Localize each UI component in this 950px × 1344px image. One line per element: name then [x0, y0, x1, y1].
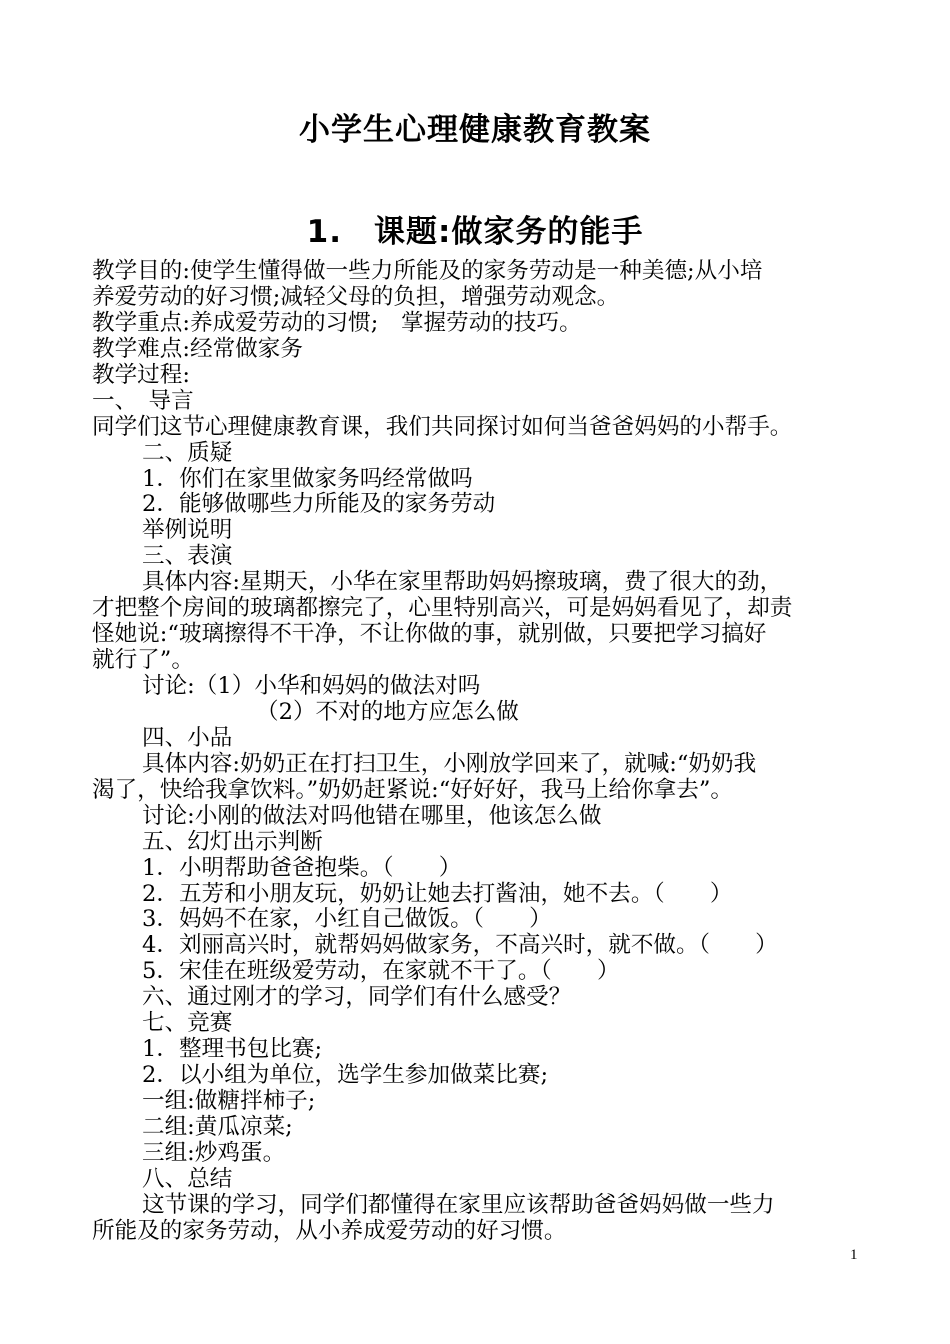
lesson-title: 1. 课题:做家务的能手: [306, 214, 644, 250]
key-point-line: 教学重点:养成爱劳动的习惯; 掌握劳动的技巧。: [92, 309, 582, 336]
example-note: 举例说明: [142, 517, 233, 544]
group-three-line: 三组:炒鸡蛋。: [142, 1139, 286, 1166]
performance-discussion-1: 讨论:（1）小华和妈妈的做法对吗: [142, 673, 481, 699]
objective-line-1: 教学目的:使学生懂得做一些力所能及的家务劳动是一种美德;从小培: [92, 258, 763, 284]
introduction-text: 同学们这节心理健康教育课，我们共同探讨如何当爸爸妈妈的小帮手。: [92, 413, 793, 440]
performance-content-line-2: 才把整个房间的玻璃都擦完了，心里特别高兴，可是妈妈看见了，却责: [92, 595, 793, 622]
question-item-2: 2．能够做哪些力所能及的家务劳动: [142, 491, 496, 518]
section-questioning-heading: 二、质疑: [142, 439, 233, 466]
objective-line-2: 养爱劳动的好习惯;减轻父母的负担，增强劳动观念。: [92, 283, 620, 310]
performance-content-line-3: 怪她说:“玻璃擦得不干净，不让你做的事，就别做，只要把学习搞好: [92, 621, 767, 648]
page-number: 1: [850, 1247, 858, 1263]
judgment-item-2: 2．五芳和小朋友玩，奶奶让她去打酱油，她不去。（ ）: [142, 880, 733, 907]
competition-item-1: 1．整理书包比赛;: [142, 1036, 323, 1063]
judgment-item-4: 4．刘丽高兴时，就帮妈妈做家务，不高兴时，就不做。（ ）: [142, 932, 778, 959]
judgment-item-5: 5．宋佳在班级爱劳动，在家就不干了。（ ）: [142, 958, 620, 985]
section-judgment-heading: 五、幻灯出示判断: [142, 828, 323, 855]
section-feelings-heading: 六、通过刚才的学习，同学们有什么感受？: [142, 984, 572, 1011]
section-introduction-heading: 一、 导言: [92, 387, 194, 414]
difficulty-line: 教学难点:经常做家务: [92, 335, 303, 362]
judgment-item-1: 1．小明帮助爸爸抱柴。（ ）: [142, 854, 462, 881]
section-skit-heading: 四、小品: [142, 724, 233, 751]
skit-content-line-1: 具体内容:奶奶正在打扫卫生，小刚放学回来了，就喊:“奶奶我: [142, 750, 757, 777]
summary-line-1: 这节课的学习，同学们都懂得在家里应该帮助爸爸妈妈做一些力: [142, 1191, 775, 1218]
process-heading: 教学过程:: [92, 361, 190, 388]
group-two-line: 二组:黄瓜凉菜;: [142, 1113, 293, 1140]
section-summary-heading: 八、总结: [142, 1165, 233, 1192]
skit-discussion: 讨论:小刚的做法对吗他错在哪里，他该怎么做: [142, 802, 602, 829]
judgment-item-3: 3．妈妈不在家，小红自己做饭。（ ）: [142, 906, 552, 933]
section-competition-heading: 七、竞赛: [142, 1010, 233, 1037]
document-title: 小学生心理健康教育教案: [299, 112, 651, 148]
performance-content-line-1: 具体内容:星期天，小华在家里帮助妈妈擦玻璃，费了很大的劲，: [142, 569, 783, 596]
section-performance-heading: 三、表演: [142, 543, 233, 570]
performance-content-line-4: 就行了”。: [92, 647, 194, 674]
competition-item-2: 2．以小组为单位，选学生参加做菜比赛;: [142, 1062, 549, 1089]
performance-discussion-2: （2）不对的地方应怎么做: [256, 698, 519, 725]
lesson-body: [92, 259, 872, 1245]
question-item-1: 1．你们在家里做家务吗经常做吗: [142, 465, 473, 492]
skit-content-line-2: 渴了，快给我拿饮料。”奶奶赶紧说:“好好好，我马上给你拿去”。: [92, 776, 733, 803]
summary-line-2: 所能及的家务劳动，从小养成爱劳动的好习惯。: [92, 1217, 567, 1244]
group-one-line: 一组:做糖拌柿子;: [142, 1088, 316, 1114]
